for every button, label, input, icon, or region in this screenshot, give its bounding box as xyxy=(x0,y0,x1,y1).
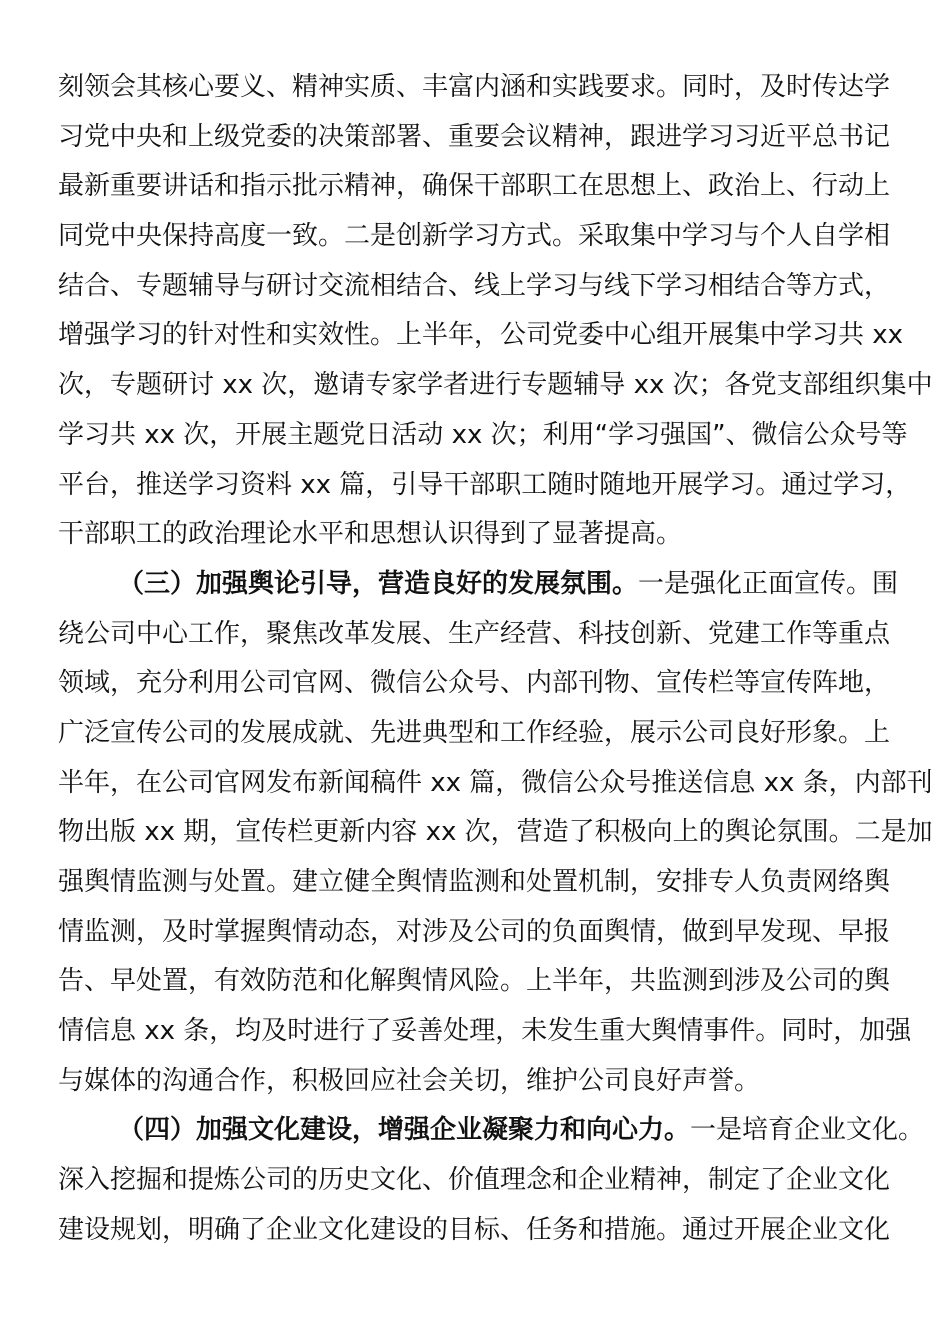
text-line xyxy=(58,610,892,660)
text-line xyxy=(58,759,933,809)
section-heading: （三）加强舆论引导，营造良好的发展氛围。 xyxy=(118,568,639,599)
line-text: 一是培育企业文化。 xyxy=(690,1115,925,1146)
line-text: 刻领会其核心要义、精神实质、丰富内涵和实践要求。同时，及时传达学 xyxy=(58,72,891,102)
text-line xyxy=(58,1206,892,1256)
line-text: 习党中央和上级党委的决策部署、重要会议精神，跟进学习习近平总书记 xyxy=(58,121,891,152)
line-text: 增强学习的针对性和实效性。上半年，公司党委中心组开展集中学习共 xx xyxy=(58,320,904,351)
text-line xyxy=(58,908,892,958)
section-heading-line xyxy=(58,560,899,610)
line-text: 学习共 xx 次，开展主题党日活动 xx 次；利用“学习强国”、微信公众号等 xyxy=(58,419,908,450)
text-line xyxy=(58,1007,912,1057)
line-text: 物出版 xx 期，宣传栏更新内容 xx 次，营造了积极向上的舆论氛围。二是加 xyxy=(58,817,933,848)
text-line xyxy=(58,1057,892,1107)
text-line xyxy=(58,510,892,560)
line-text: 广泛宣传公司的发展成就、先进典型和工作经验，展示公司良好形象。上 xyxy=(58,717,891,748)
line-text: 建设规划，明确了企业文化建设的目标、任务和措施。通过开展企业文化 xyxy=(58,1214,891,1245)
line-text: 一是强化正面宣传。围 xyxy=(638,568,899,599)
text-line xyxy=(58,361,933,411)
text-line xyxy=(58,311,904,361)
text-line xyxy=(58,1156,892,1206)
line-text: 干部职工的政治理论水平和思想认识得到了显著提高。 xyxy=(58,519,683,550)
line-text: 告、早处置，有效防范和化解舆情风险。上半年，共监测到涉及公司的舆 xyxy=(58,966,891,997)
line-text: 最新重要讲话和指示批示精神，确保干部职工在思想上、政治上、行动上 xyxy=(58,171,891,202)
line-text: 情信息 xx 条，均及时进行了妥善处理，未发生重大舆情事件。同时，加强 xyxy=(58,1016,912,1047)
text-line xyxy=(58,162,892,212)
line-text: 平台，推送学习资料 xx 篇，引导干部职工随时随地开展学习。通过学习， xyxy=(58,469,912,500)
section-heading: （四）加强文化建设，增强企业凝聚力和向心力。 xyxy=(118,1115,691,1146)
section-heading-line xyxy=(58,1106,925,1156)
text-line xyxy=(58,808,933,858)
document-body xyxy=(58,63,933,1256)
text-line xyxy=(58,957,892,1007)
line-text: 绕公司中心工作，聚焦改革发展、生产经营、科技创新、党建工作等重点 xyxy=(58,618,891,649)
text-line xyxy=(58,411,908,461)
line-text: 与媒体的沟通合作，积极回应社会关切，维护公司良好声誉。 xyxy=(58,1065,761,1096)
text-line xyxy=(58,212,892,262)
text-line xyxy=(58,858,892,908)
line-text: 强舆情监测与处置。建立健全舆情监测和处置机制，安排专人负责网络舆 xyxy=(58,867,891,897)
line-text: 次，专题研讨 xx 次，邀请专家学者进行专题辅导 xx 次；各党支部组织集中 xyxy=(58,370,933,401)
line-text: 同党中央保持高度一致。二是创新学习方式。采取集中学习与个人自学相 xyxy=(58,221,891,252)
line-text: 情监测，及时掌握舆情动态，对涉及公司的负面舆情，做到早发现、早报 xyxy=(58,916,891,947)
line-text: 半年，在公司官网发布新闻稿件 xx 篇，微信公众号推送信息 xx 条，内部刊 xyxy=(58,767,933,798)
line-text: 深入挖掘和提炼公司的历史文化、价值理念和企业精神，制定了企业文化 xyxy=(58,1165,891,1196)
text-line xyxy=(58,63,892,113)
text-line xyxy=(58,262,892,312)
text-line xyxy=(58,709,892,759)
line-text: 结合、专题辅导与研讨交流相结合、线上学习与线下学习相结合等方式， xyxy=(58,270,891,301)
text-line xyxy=(58,113,892,163)
line-text: 领域，充分利用公司官网、微信公众号、内部刊物、宣传栏等宣传阵地， xyxy=(58,668,891,699)
text-line xyxy=(58,461,912,511)
text-line xyxy=(58,659,892,709)
